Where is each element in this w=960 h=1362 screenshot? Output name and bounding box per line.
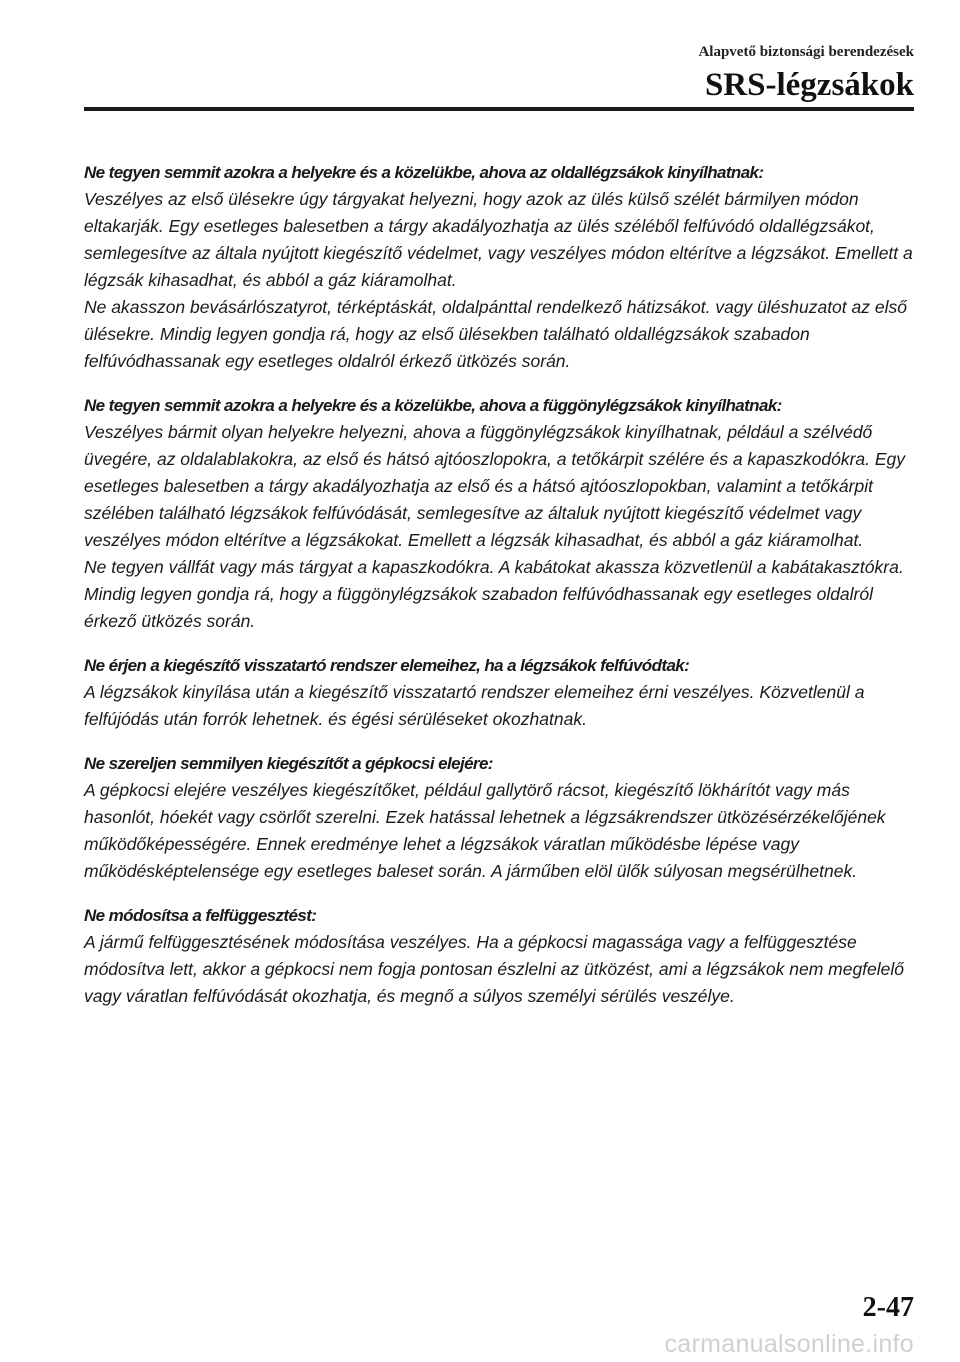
main-content: [84, 159, 920, 1027]
section-body: [84, 419, 920, 635]
section-heading: Ne tegyen semmit azokra a helyekre és a közelükbe, ahova az oldallégzsákok kinyílhatnak:: [84, 163, 764, 182]
chapter-subtitle: Alapvető biztonsági berendezések: [698, 44, 914, 60]
watermark: carmanualsonline.info: [664, 1330, 914, 1358]
section-suspension: [84, 902, 920, 1010]
section-paragraph: A jármű felfüggesztésének módosítása veszélyes. Ha a gépkocsi magassága vagy a felfüggesztése módosítva lett, akkor a gépkocsi nem fogja pontosan észlelni az ütközést, ami a légzsákok nem megfelelő vagy váratlan felfúvódását okozhatja, és megnő a súlyos személyi sérülés veszélye.: [84, 932, 905, 1006]
section-paragraph: Veszélyes az első ülésekre úgy tárgyakat helyezni, hogy azok az ülés külső szélét bármilyen módon eltakarják. Egy esetleges balesetben a tárgy akadályozhatja az ülés széléből felfúvódó oldallégzsákot, semlegesítve az általa nyújtott kiegészítő védelmet, vagy veszélyes módon eltérítve a légzsákot. Emellett a légzsák kihasadhat, és abból a gáz kiáramolhat.: [84, 189, 913, 290]
section-front-accessories: [84, 750, 920, 885]
section-paragraph: Ne akasszon bevásárlószatyrot, térképtáskát, oldalpánttal rendelkező hátizsákot. vagy üléshuzatot az első ülésekre. Mindig legyen gondja rá, hogy az első ülésekben található oldallégzsákok szabadon felfúvódhassanak egy esetleges oldalról érkező ütközés során.: [84, 297, 907, 371]
section-body: [84, 929, 920, 1010]
page-header: [698, 44, 914, 104]
chapter-title: SRS-légzsákok: [704, 67, 914, 103]
page-number: 2-47: [862, 1292, 914, 1323]
section-body: [84, 777, 920, 885]
section-body: [84, 679, 920, 733]
section-heading: Ne tegyen semmit azokra a helyekre és a közelükbe, ahova a függönylégzsákok kinyílhatnak:: [84, 396, 782, 415]
section-paragraph: A légzsákok kinyílása után a kiegészítő visszatartó rendszer elemeihez érni veszélyes. Közvetlenül a felfújódás után forrók lehetnek. és égési sérüléseket okozhatnak.: [84, 682, 865, 729]
section-inflated-components: [84, 652, 920, 733]
section-heading: Ne érjen a kiegészítő visszatartó rendszer elemeihez, ha a légzsákok felfúvódtak:: [84, 656, 690, 675]
section-body: [84, 186, 920, 375]
section-heading: Ne szereljen semmilyen kiegészítőt a gépkocsi elejére:: [84, 754, 493, 773]
section-heading: Ne módosítsa a felfüggesztést:: [84, 906, 317, 925]
section-curtain-airbags: [84, 392, 920, 635]
section-side-airbags: [84, 159, 920, 375]
section-paragraph: A gépkocsi elejére veszélyes kiegészítőket, például gallytörő rácsot, kiegészítő lökhárítót vagy más hasonlót, hóekét vagy csörlőt szerelni. Ezek hatással lehetnek a légzsákrendszer ütközésérzékelőjének működőképességére. Ennek eredménye lehet a légzsákok váratlan működésbe lépése vagy működésképtelensége egy esetleges baleset során. A járműben elöl ülők súlyosan megsérülhetnek.: [84, 780, 886, 881]
section-paragraph: Veszélyes bármit olyan helyekre helyezni, ahova a függönylégzsákok kinyílhatnak, például a szélvédő üvegére, az oldalablakokra, az első és hátsó ajtóoszlopokra, a tetőkárpit szélére és a kapaszkodókra. Egy esetleges balesetben a tárgy akadályozhatja az első és a hátsó ajtóoszlopokban, valamint a tetőkárpit szélében található légzsákok felfúvódását, semlegesítve az általuk nyújtott kiegészítő védelmet vagy veszélyes módon eltérítve a légzsákokat. Emellett a légzsák kihasadhat, és abból a gáz kiáramolhat.: [84, 422, 906, 550]
header-divider: [84, 107, 914, 111]
section-paragraph: Ne tegyen vállfát vagy más tárgyat a kapaszkodókra. A kabátokat akassza közvetlenül a kabátakasztókra. Mindig legyen gondja rá, hogy a függönylégzsákok szabadon felfúvódhassanak egy esetleges oldalról érkező ütközés során.: [84, 557, 904, 631]
